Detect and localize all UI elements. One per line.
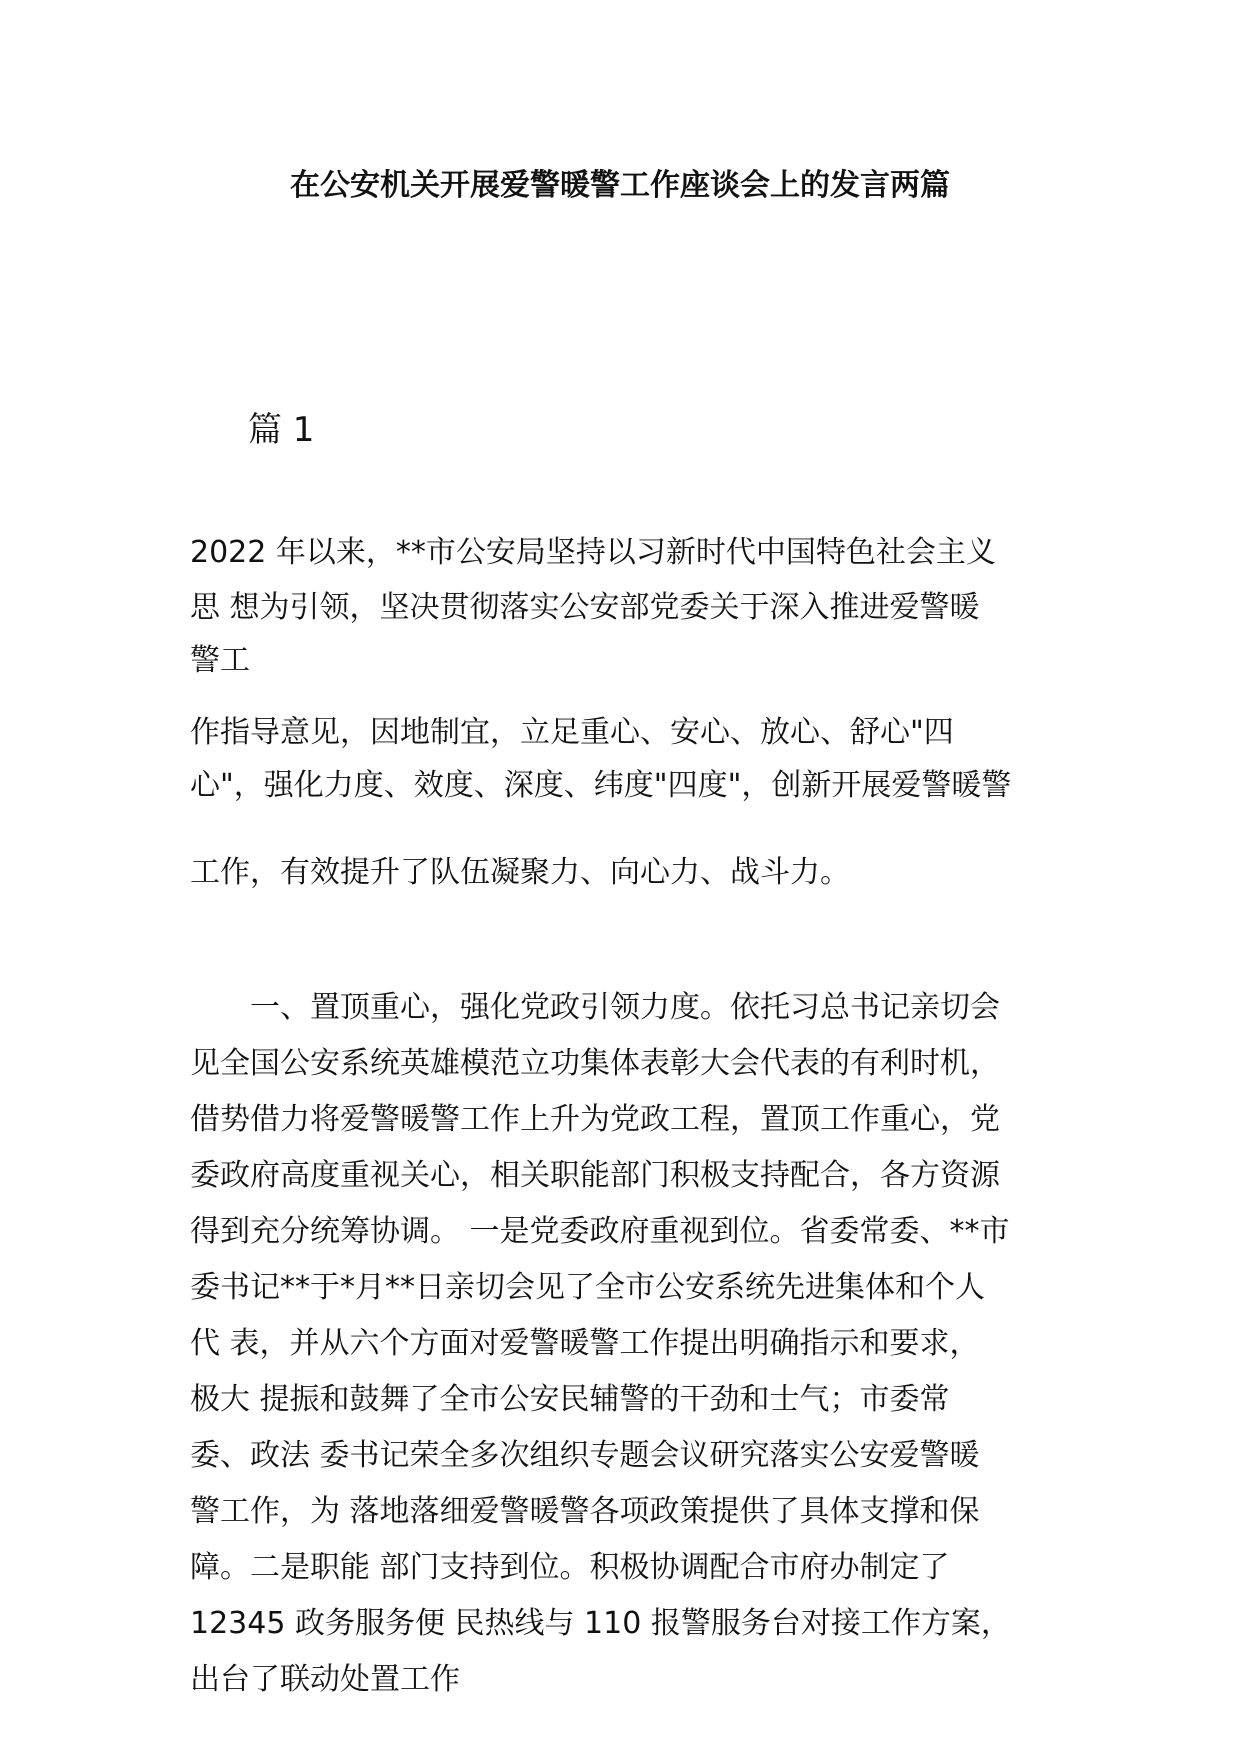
intro-line: 心"，强化力度、效度、深度、纬度"四度"，创新开展爱警暖警 — [190, 768, 1012, 803]
body-line: 极大 提振和鼓舞了全市公安民辅警的干劲和士气；市委常 — [190, 1382, 950, 1417]
body-line: 委政府高度重视关心，相关职能部门积极支持配合，各方资源 — [190, 1158, 1000, 1193]
intro-line: 思 想为引领，坚决贯彻落实公安部党委关于深入推进爱警暖 — [190, 590, 980, 625]
intro-line: 警工 — [190, 643, 250, 678]
body-line: 警工作，为 落地落细爱警暖警各项政策提供了具体支撑和保 — [190, 1494, 980, 1529]
body-line: 出台了联动处置工作 — [190, 1662, 460, 1697]
body-line: 得到充分统筹协调。 一是党委政府重视到位。省委常委、**市 — [190, 1214, 1010, 1249]
intro-line: 作指导意见，因地制宜，立足重心、安心、放心、舒心"四 — [190, 715, 954, 750]
body-line: 12345 政务服务便 民热线与 110 报警服务台对接工作方案， — [190, 1606, 1011, 1641]
body-line: 代 表，并从六个方面对爱警暖警工作提出明确指示和要求， — [190, 1326, 980, 1361]
body-line: 委、政法 委书记荣全多次组织专题会议研究落实公安爱警暖 — [190, 1438, 980, 1473]
section-heading: 篇 1 — [248, 410, 315, 450]
body-line: 借势借力将爱警暖警工作上升为党政工程，置顶工作重心，党 — [190, 1102, 1000, 1137]
body-line: 见全国公安系统英雄模范立功集体表彰大会代表的有利时机， — [190, 1046, 1000, 1081]
body-line: 障。二是职能 部门支持到位。积极协调配合市府办制定了 — [190, 1550, 950, 1585]
intro-line: 2022 年以来，**市公安局坚持以习新时代中国特色社会主义 — [190, 535, 996, 570]
body-line: 一、置顶重心，强化党政引领力度。依托习总书记亲切会 — [190, 990, 1000, 1025]
intro-line: 工作，有效提升了队伍凝聚力、向心力、战斗力。 — [190, 855, 850, 890]
body-line: 委书记**于*月**日亲切会见了全市公安系统先进集体和个人 — [190, 1270, 985, 1305]
document-title: 在公安机关开展爱警暖警工作座谈会上的发言两篇 — [290, 168, 950, 203]
